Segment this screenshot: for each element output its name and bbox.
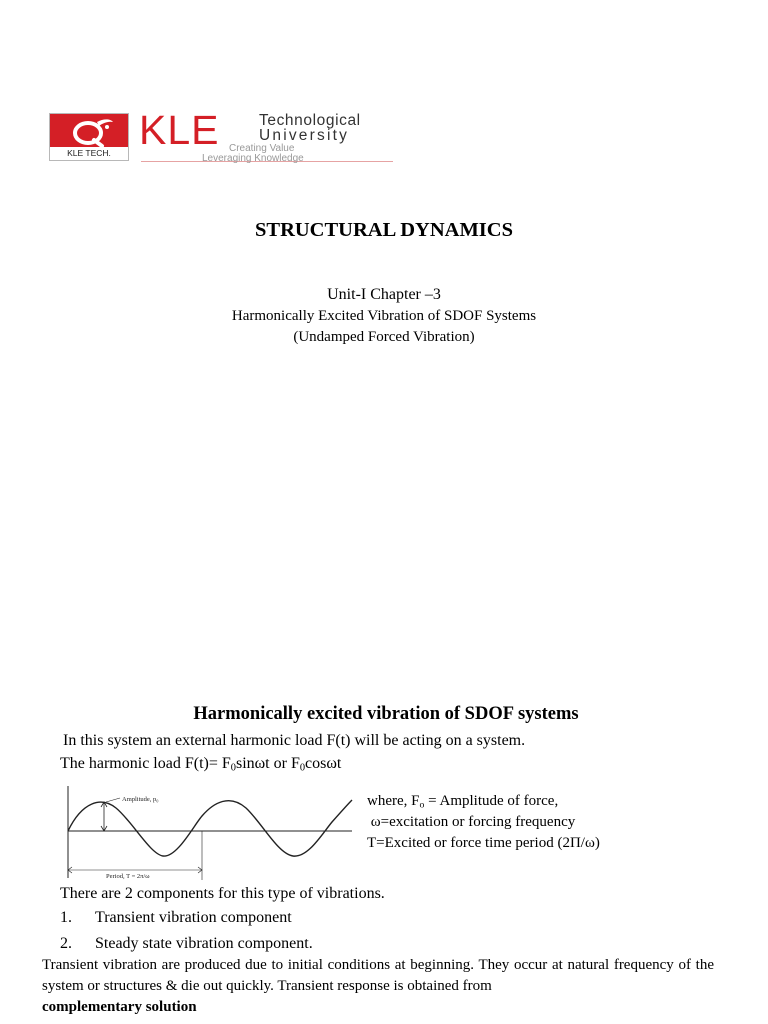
- list-item-number: 1.: [60, 909, 72, 926]
- section-heading: Harmonically excited vibration of SDOF systems: [193, 704, 579, 724]
- equation-subscript: 0: [230, 762, 236, 774]
- list-item-label: Transient vibration component: [95, 909, 292, 926]
- equation-part: The harmonic load F(t)= F: [60, 755, 231, 772]
- amplitude-label: Amplitude, p₀: [122, 796, 159, 803]
- logo-emblem-icon: [64, 116, 116, 148]
- logo-badge-caption: KLE TECH.: [50, 147, 128, 160]
- paragraph-bold-term: complementary solution: [42, 999, 197, 1015]
- amplitude-leader: [106, 798, 120, 802]
- components-intro: There are 2 components for this type of vibrations.: [60, 885, 385, 902]
- logo-line-technological: Technological: [259, 112, 361, 129]
- equation-part: sinωt or F: [235, 755, 300, 772]
- harmonic-load-figure: [56, 782, 354, 882]
- definition-frequency: [367, 812, 575, 832]
- university-logo: [49, 107, 397, 166]
- list-item-number: 2.: [60, 935, 72, 952]
- logo-wordmark: KLE: [139, 107, 220, 153]
- definition-subscript: o: [419, 799, 425, 811]
- logo-tagline: Creating Value: [229, 143, 295, 154]
- equation-part: cosωt: [305, 755, 342, 772]
- page-subtitle-note: (Undamped Forced Vibration): [293, 329, 475, 345]
- intro-text: In this system an external harmonic load F(t) will be acting on a system.: [63, 732, 526, 749]
- list-item-label: Steady state vibration component.: [95, 935, 313, 952]
- definition-part: = Amplitude of force,: [424, 793, 559, 809]
- logo-line-university: University: [259, 127, 350, 144]
- period-label: Period, T = 2π/ω: [106, 873, 150, 880]
- page-subtitle: Harmonically Excited Vibration of SDOF Systems: [231, 308, 537, 324]
- list-item: [60, 934, 313, 954]
- transient-paragraph: [42, 955, 714, 1018]
- unit-chapter: Unit-I Chapter –3: [327, 286, 441, 303]
- logo-badge: [49, 113, 129, 161]
- paragraph-text: Transient vibration are produced due to initial conditions at beginning. They occur at natural frequency of the system or structures & die out quickly. Transient response is obtained from: [42, 957, 714, 994]
- definition-part: where, F: [367, 793, 420, 809]
- harmonic-load-equation: [60, 754, 341, 774]
- sine-wave: [68, 800, 352, 856]
- logo-tagline-secondary: Leveraging Knowledge: [202, 153, 304, 164]
- definition-period: T=Excited or force time period (2Π/ω): [367, 835, 600, 851]
- list-item: [60, 908, 292, 928]
- definition-part: ω=excitation or forcing frequency: [370, 814, 576, 830]
- equation-subscript: 0: [299, 762, 306, 774]
- definition-amplitude: [367, 791, 558, 811]
- page-title: STRUCTURAL DYNAMICS: [255, 219, 513, 241]
